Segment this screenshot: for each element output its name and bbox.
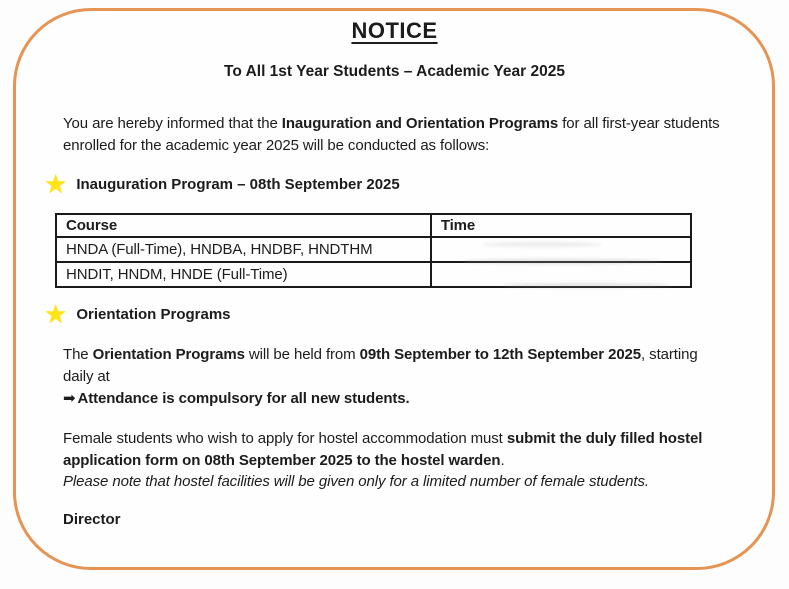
time-column-header: Time: [431, 214, 691, 237]
orientation-text-bold-1: Orientation Programs: [92, 346, 245, 363]
star-icon: ★: [44, 299, 68, 329]
intro-text-2: for all first-year students enrolled for the academic year 2025 will be conducted as follows:: [63, 115, 720, 154]
hostel-text-1: Female students who wish to apply for hostel accommodation must: [63, 430, 507, 447]
signature-director: Director: [63, 511, 121, 528]
attendance-text: Attendance is compulsory for all new students.: [77, 390, 410, 407]
orientation-paragraph: [63, 344, 753, 410]
inauguration-heading: [44, 169, 400, 199]
table-row: [56, 262, 691, 287]
intro-text-1: You are hereby informed that the: [63, 115, 282, 132]
time-cell: [431, 237, 691, 262]
hostel-text-bold: submit the duly filled hostel application form on 08th September 2025 to the hostel warden: [63, 430, 703, 469]
notice-subtitle: To All 1st Year Students – Academic Year 2025: [224, 63, 565, 80]
star-icon: ★: [44, 169, 68, 199]
hostel-paragraph: [63, 428, 753, 493]
course-column-header: Course: [56, 214, 431, 237]
hostel-text: [63, 428, 753, 471]
table-row: [56, 237, 691, 262]
time-cell: [431, 262, 691, 287]
orientation-text-bold-2: 09th September to 12th September 2025: [359, 346, 642, 363]
orientation-text: [63, 344, 753, 387]
orientation-text-1: The: [63, 346, 93, 363]
right-arrow-icon: ➡: [63, 390, 76, 407]
scan-smudge-artifact: [502, 283, 672, 288]
attendance-line: [63, 388, 753, 410]
course-cell: HNDA (Full-Time), HNDBA, HNDBF, HNDTHM: [56, 237, 431, 262]
scan-smudge-artifact: [482, 242, 602, 247]
notice-title: NOTICE: [351, 18, 438, 43]
intro-text-bold: Inauguration and Orientation Programs: [281, 115, 559, 132]
table-header-row: [56, 214, 691, 237]
course-cell: HNDIT, HNDM, HNDE (Full-Time): [56, 262, 431, 287]
hostel-note: Please note that hostel facilities will be given only for a limited number of female students.: [63, 473, 649, 490]
orientation-text-3: , starting: [641, 346, 698, 363]
hostel-text-2: .: [500, 451, 505, 469]
intro-paragraph: [63, 113, 753, 156]
orientation-heading: [44, 299, 231, 329]
inauguration-schedule-table: [55, 213, 692, 288]
inauguration-heading-label: Inauguration Program – 08th September 2025: [76, 175, 400, 193]
orientation-text-4: daily at: [63, 367, 110, 385]
orientation-heading-label: Orientation Programs: [76, 305, 231, 323]
orientation-text-2: will be held from: [244, 346, 360, 363]
